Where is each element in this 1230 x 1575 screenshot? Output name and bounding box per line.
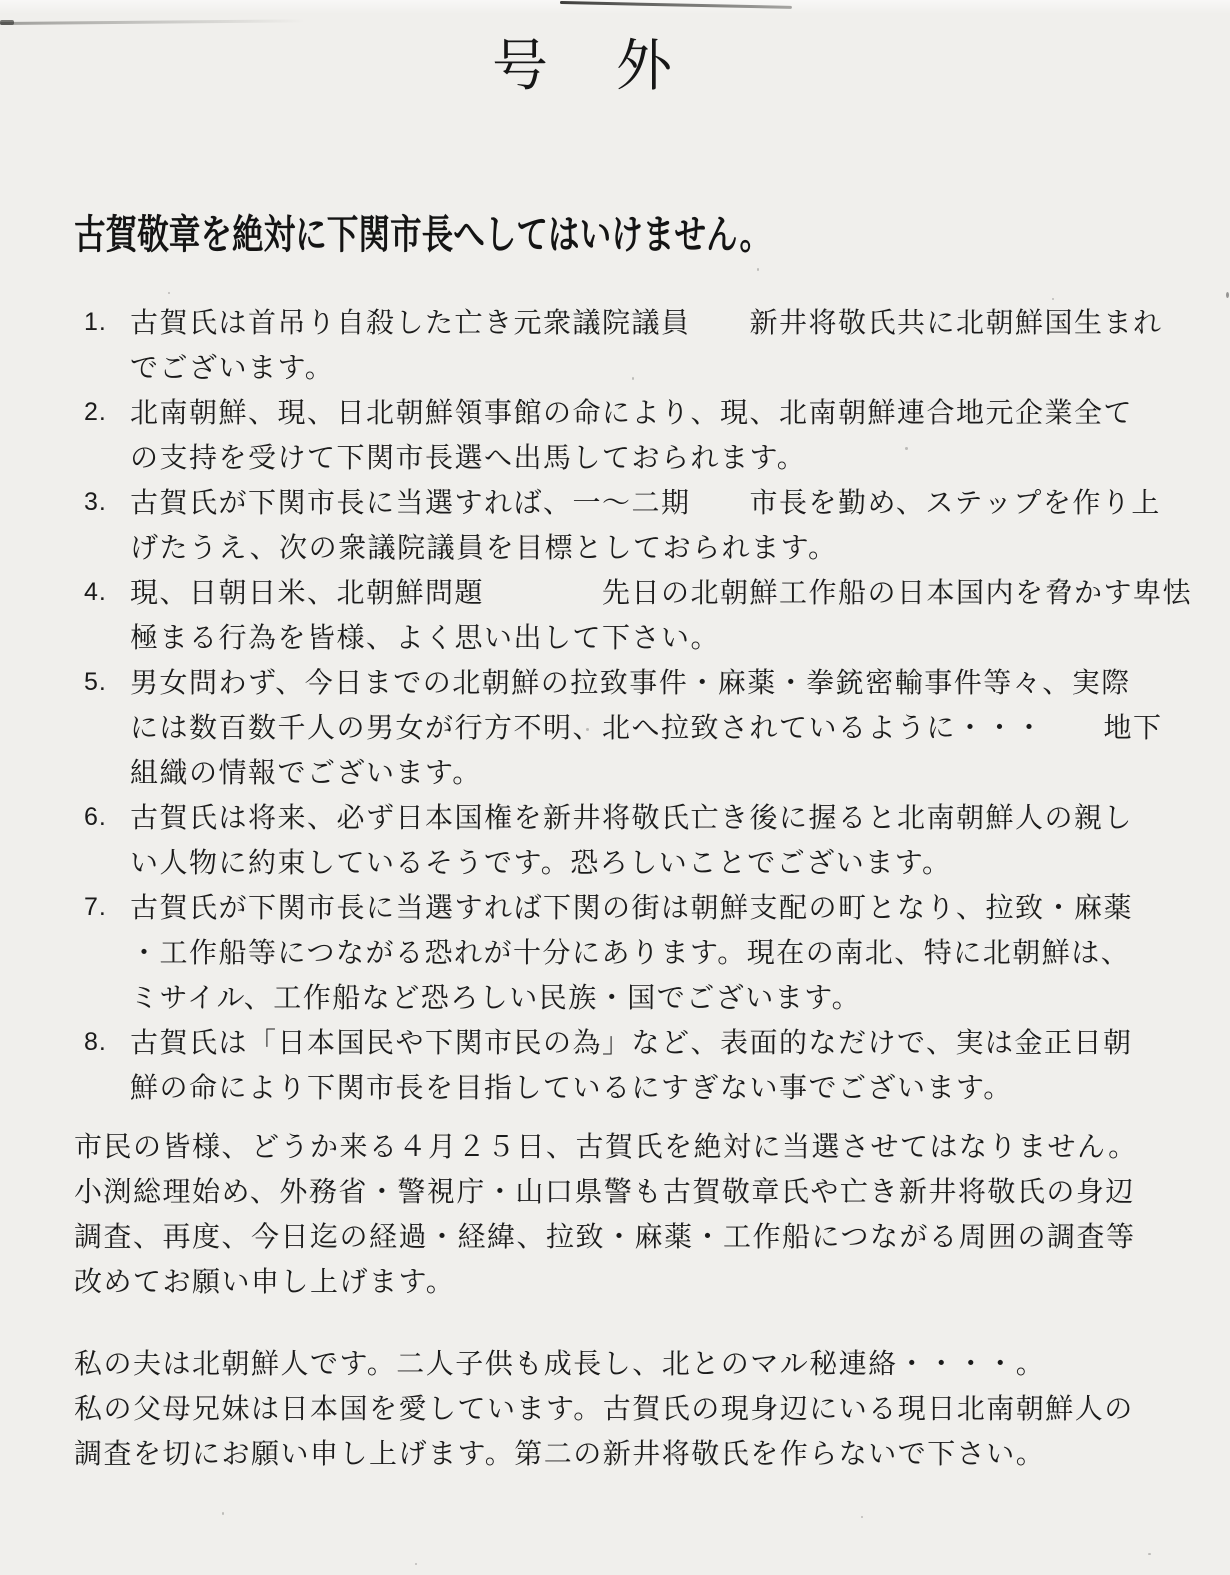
item-text-line: ・工作船等につながる恐れが十分にあります。現在の南北、特に北朝鮮は、 (130, 937, 1131, 968)
paper-speck (1226, 292, 1229, 298)
paragraph-line: 私の父母兄妹は日本国を愛しています。古賀氏の現身辺にいる現日北南朝鮮人の (74, 1393, 1134, 1424)
list-item (0, 300, 1230, 390)
item-number: 7. (84, 893, 107, 921)
item-number: 6. (84, 803, 107, 831)
item-text-line: 古賀氏は首吊り自殺した亡き元衆議院議員 新井将敬氏共に北朝鮮国生まれ (130, 307, 1163, 338)
item-number: 8. (84, 1028, 107, 1056)
item-text-line: 男女問わず、今日までの北朝鮮の拉致事件・麻薬・拳銃密輸事件等々、実際 (130, 667, 1131, 698)
closing-paragraph (74, 1124, 1230, 1304)
item-text-line: には数百数千人の男女が行方不明、北へ拉致されているように・・・ 地下 (130, 712, 1163, 743)
item-number: 1. (84, 308, 107, 336)
list-item (0, 480, 1230, 570)
list-item (0, 570, 1230, 660)
paper-speck (1148, 1553, 1151, 1555)
item-text-line: げたうえ、次の衆議院議員を目標としておられます。 (130, 532, 838, 563)
item-text-line: 古賀氏が下関市長に当選すれば、一〜二期 市長を勤め、ステップを作り上 (130, 487, 1161, 518)
item-text-line: い人物に約束しているそうです。恐ろしいことでございます。 (130, 847, 952, 878)
numbered-list (0, 300, 1230, 1110)
item-number: 5. (84, 668, 107, 696)
item-text-line: 古賀氏が下関市長に当選すれば下関の街は朝鮮支配の町となり、拉致・麻薬 (130, 892, 1134, 923)
item-text-line: 古賀氏は「日本国民や下関市民の為」など、表面的なだけで、実は金正日朝 (130, 1027, 1133, 1058)
item-text-line: でございます。 (130, 352, 335, 383)
paragraph-line: 私の夫は北朝鮮人です。二人子供も成長し、北とのマル秘連絡・・・・。 (74, 1348, 1046, 1379)
list-item (0, 1020, 1230, 1110)
headline: 古賀敬章を絶対に下関市長へしてはいけません。 (74, 213, 772, 257)
page-title: 号 外 (492, 34, 678, 97)
list-item (0, 390, 1230, 480)
paragraph-line: 市民の皆様、どうか来る４月２５日、古賀氏を絶対に当選させてはなりません。 (74, 1131, 1138, 1162)
closing-paragraph (74, 1341, 1230, 1476)
paragraph-line: 調査を切にお願い申し上げます。第二の新井将敬氏を作らないで下さい。 (74, 1438, 1046, 1469)
paper-speck (168, 292, 170, 294)
paper-speck (415, 1563, 417, 1565)
paragraph-line: 小渕総理始め、外務省・警視庁・山口県警も古賀敬章氏や亡き新井将敬氏の身辺 (74, 1176, 1135, 1207)
item-text-line: 北南朝鮮、現、日北朝鮮領事館の命により、現、北南朝鮮連合地元企業全て (130, 397, 1134, 428)
list-item (0, 660, 1230, 795)
paper-speck (222, 1512, 224, 1515)
paper-speck (757, 268, 759, 271)
item-number: 4. (84, 578, 107, 606)
item-text-line: 極まる行為を皆様、よく思い出して下さい。 (130, 622, 721, 653)
item-text-line: 鮮の命により下関市長を目指しているにすぎない事でございます。 (130, 1072, 1013, 1103)
paper-speck (861, 1516, 863, 1518)
item-text-line: ミサイル、工作船など恐ろしい民族・国でございます。 (130, 982, 862, 1013)
list-item (0, 795, 1230, 885)
paragraph-line: 調査、再度、今日迄の経過・経緯、拉致・麻薬・工作船につながる周囲の調査等 (74, 1221, 1136, 1252)
item-text-line: 古賀氏は将来、必ず日本国権を新井将敬氏亡き後に握ると北南朝鮮人の親し (130, 802, 1134, 833)
item-number: 2. (84, 398, 107, 426)
item-number: 3. (84, 488, 107, 516)
item-text-line: 組織の情報でございます。 (130, 757, 482, 788)
item-text-line: の支持を受けて下関市長選へ出馬しておられます。 (130, 442, 807, 473)
item-text-line: 現、日朝日米、北朝鮮問題 先日の北朝鮮工作船の日本国内を脅かす卑怯 (130, 577, 1193, 608)
paragraph-line: 改めてお願い申し上げます。 (74, 1266, 456, 1297)
list-item (0, 885, 1230, 1020)
